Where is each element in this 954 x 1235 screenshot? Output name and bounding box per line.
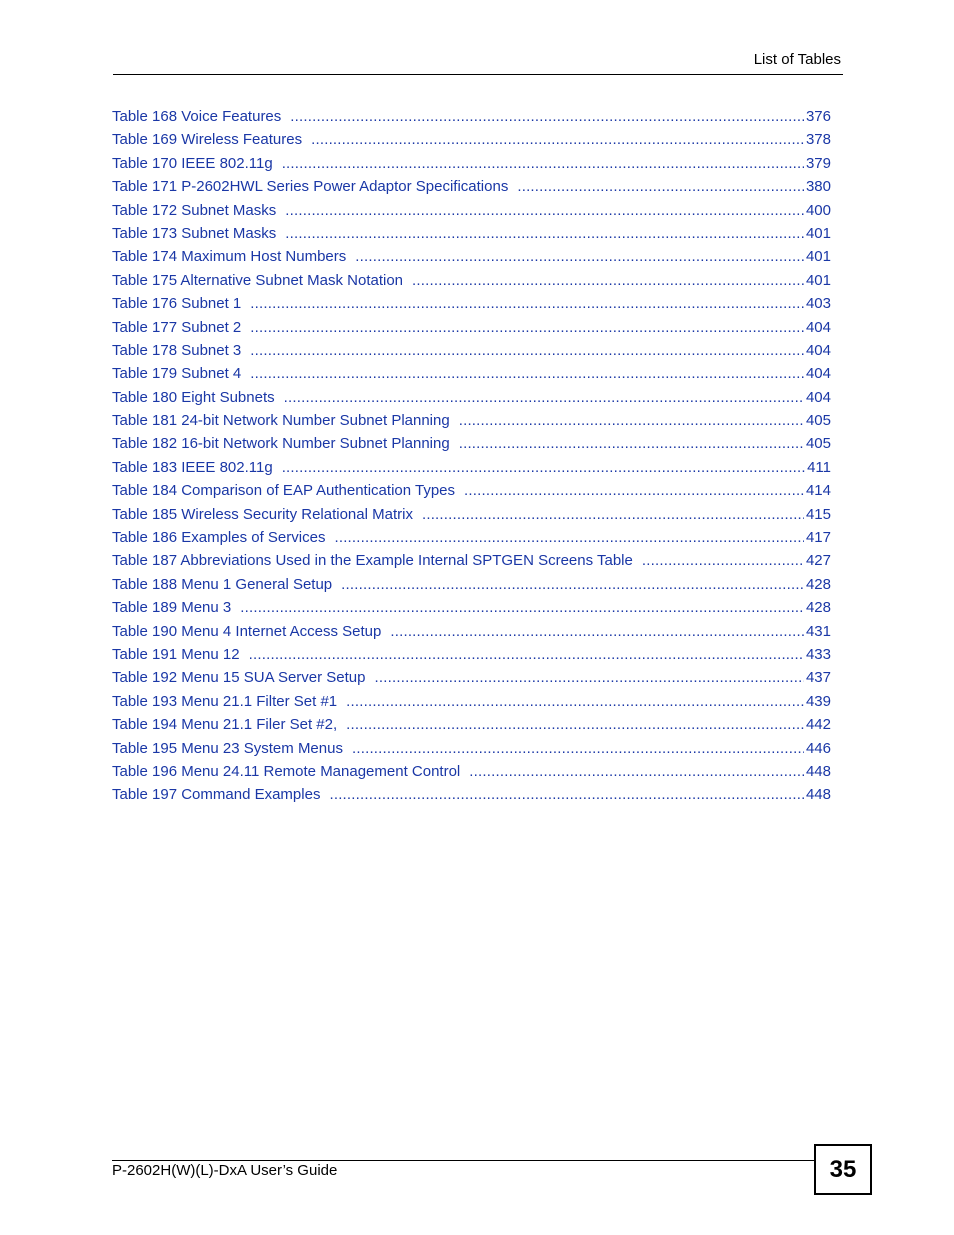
toc-entry-title[interactable]: Table 189 Menu 3 (112, 599, 232, 617)
toc-entry-title[interactable]: Table 176 Subnet 1 (112, 295, 242, 313)
dot-leader (249, 643, 804, 666)
dot-leader (240, 596, 804, 619)
toc-entry[interactable] (112, 760, 831, 783)
toc-entry-title[interactable]: Table 187 Abbreviations Used in the Example Internal SPTGEN Screens Table (112, 552, 633, 570)
toc-entry-title[interactable]: Table 183 IEEE 802.11g (112, 458, 273, 476)
dot-leader (346, 713, 804, 736)
toc-entry-page[interactable]: 379 (805, 154, 831, 172)
toc-entry-title[interactable]: Table 178 Subnet 3 (112, 341, 242, 359)
toc-entry[interactable] (112, 339, 831, 362)
toc-entry-page[interactable]: 415 (805, 505, 831, 523)
dot-leader (390, 620, 804, 643)
toc-entry-title[interactable]: Table 173 Subnet Masks (112, 224, 277, 242)
dot-leader (334, 526, 804, 549)
dot-leader (375, 666, 804, 689)
toc-entry[interactable] (112, 503, 831, 526)
dot-leader (250, 339, 804, 362)
toc-entry-title[interactable]: Table 185 Wireless Security Relational Matrix (112, 505, 413, 523)
toc-entry-title[interactable]: Table 196 Menu 24.11 Remote Management Control (112, 762, 461, 780)
toc-entry[interactable] (112, 690, 831, 713)
dot-leader (311, 128, 804, 151)
toc-entry[interactable] (112, 479, 831, 502)
dot-leader (329, 783, 804, 806)
toc-entry-page[interactable]: 433 (805, 645, 831, 663)
toc-entry-page[interactable]: 427 (805, 552, 831, 570)
toc-entry-title[interactable]: Table 191 Menu 12 (112, 645, 240, 663)
toc-entry-title[interactable]: Table 169 Wireless Features (112, 131, 303, 149)
toc-entry[interactable] (112, 175, 831, 198)
dot-leader (341, 573, 804, 596)
toc-entry-page[interactable]: 446 (805, 739, 831, 757)
dot-leader (346, 690, 804, 713)
toc-entry-page[interactable]: 401 (805, 248, 831, 266)
page-header (113, 50, 843, 75)
dot-leader (282, 152, 804, 175)
toc-entry-page[interactable]: 380 (805, 178, 831, 196)
toc-entry-page[interactable]: 439 (805, 692, 831, 710)
toc-entry-page[interactable]: 428 (805, 599, 831, 617)
toc-entry[interactable] (112, 666, 831, 689)
dot-leader (285, 222, 804, 245)
toc-entry-title[interactable]: Table 197 Command Examples (112, 786, 321, 804)
page-footer (112, 1160, 814, 1179)
toc-entry-page[interactable]: 403 (805, 295, 831, 313)
toc-entry-page[interactable]: 404 (805, 388, 831, 406)
toc-entry-page[interactable]: 431 (805, 622, 831, 640)
toc-entry[interactable] (112, 292, 831, 315)
toc-entry-title[interactable]: Table 174 Maximum Host Numbers (112, 248, 347, 266)
toc-entry-page[interactable]: 400 (805, 201, 831, 219)
toc-entry-page[interactable]: 442 (805, 716, 831, 734)
dot-leader (290, 105, 804, 128)
toc-entry[interactable] (112, 573, 831, 596)
dot-leader (464, 479, 804, 502)
toc-entry-page[interactable]: 414 (805, 482, 831, 500)
toc-entry-page[interactable]: 404 (805, 318, 831, 336)
dot-leader (284, 386, 804, 409)
toc-entry-page[interactable]: 428 (805, 575, 831, 593)
toc-entry[interactable] (112, 152, 831, 175)
toc-entry[interactable] (112, 316, 831, 339)
toc-entry[interactable] (112, 362, 831, 385)
page-number: 35 (814, 1144, 872, 1195)
toc-entry-title[interactable]: Table 193 Menu 21.1 Filter Set #1 (112, 692, 338, 710)
toc-entry[interactable] (112, 432, 831, 455)
toc-entry[interactable] (112, 269, 831, 292)
list-of-tables (112, 105, 831, 807)
dot-leader (250, 316, 804, 339)
toc-entry-page[interactable]: 437 (805, 669, 831, 687)
toc-entry[interactable] (112, 596, 831, 619)
toc-entry-page[interactable]: 411 (807, 458, 831, 476)
dot-leader (285, 199, 804, 222)
toc-entry-title[interactable]: Table 175 Alternative Subnet Mask Notation (112, 271, 404, 289)
toc-entry-page[interactable]: 405 (805, 435, 831, 453)
toc-entry-title[interactable]: Table 179 Subnet 4 (112, 365, 242, 383)
toc-entry-title[interactable]: Table 171 P-2602HWL Series Power Adaptor Specifications (112, 178, 509, 196)
dot-leader (517, 175, 804, 198)
toc-entry-title[interactable]: Table 188 Menu 1 General Setup (112, 575, 333, 593)
dot-leader (282, 456, 805, 479)
toc-entry-title[interactable]: Table 181 24-bit Network Number Subnet Planning (112, 412, 450, 430)
toc-entry-page[interactable]: 404 (805, 365, 831, 383)
toc-entry[interactable] (112, 713, 831, 736)
dot-leader (352, 737, 804, 760)
toc-entry-page[interactable]: 378 (805, 131, 831, 149)
dot-leader (422, 503, 804, 526)
toc-entry-title[interactable]: Table 172 Subnet Masks (112, 201, 277, 219)
dot-leader (412, 269, 804, 292)
toc-entry-title[interactable]: Table 186 Examples of Services (112, 529, 326, 547)
guide-name: P-2602H(W)(L)-DxA User’s Guide (112, 1162, 338, 1179)
toc-entry-page[interactable]: 405 (805, 412, 831, 430)
dot-leader (469, 760, 804, 783)
toc-entry-title[interactable]: Table 177 Subnet 2 (112, 318, 242, 336)
toc-entry-title[interactable]: Table 170 IEEE 802.11g (112, 154, 273, 172)
toc-entry-title[interactable]: Table 192 Menu 15 SUA Server Setup (112, 669, 366, 687)
dot-leader (250, 362, 804, 385)
dot-leader (459, 432, 804, 455)
toc-entry[interactable] (112, 128, 831, 151)
toc-entry[interactable] (112, 199, 831, 222)
toc-entry[interactable] (112, 737, 831, 760)
toc-entry[interactable] (112, 456, 831, 479)
toc-entry-page[interactable]: 448 (805, 762, 831, 780)
toc-entry-page[interactable]: 448 (805, 786, 831, 804)
toc-entry[interactable] (112, 643, 831, 666)
toc-entry[interactable] (112, 620, 831, 643)
toc-entry[interactable] (112, 549, 831, 572)
toc-entry[interactable] (112, 105, 831, 128)
dot-leader (642, 549, 804, 572)
toc-entry-page[interactable]: 401 (805, 224, 831, 242)
toc-entry-page[interactable]: 376 (805, 108, 831, 125)
toc-entry-title[interactable]: Table 194 Menu 21.1 Filer Set #2, (112, 716, 338, 734)
toc-entry-title[interactable]: Table 184 Comparison of EAP Authentication Types (112, 482, 456, 500)
dot-leader (459, 409, 804, 432)
toc-entry[interactable] (112, 245, 831, 268)
toc-entry-title[interactable]: Table 180 Eight Subnets (112, 388, 275, 406)
toc-entry-page[interactable]: 404 (805, 341, 831, 359)
toc-entry[interactable] (112, 783, 831, 806)
dot-leader (355, 245, 804, 268)
toc-entry-title[interactable]: Table 195 Menu 23 System Menus (112, 739, 343, 757)
dot-leader (250, 292, 804, 315)
toc-entry[interactable] (112, 526, 831, 549)
toc-entry[interactable] (112, 386, 831, 409)
toc-entry-title[interactable]: Table 190 Menu 4 Internet Access Setup (112, 622, 382, 640)
section-title: List of Tables (753, 51, 841, 68)
toc-entry-title[interactable]: Table 182 16-bit Network Number Subnet Planning (112, 435, 450, 453)
toc-entry[interactable] (112, 222, 831, 245)
toc-entry-page[interactable]: 417 (805, 529, 831, 547)
toc-entry-title[interactable]: Table 168 Voice Features (112, 108, 282, 125)
toc-entry-page[interactable]: 401 (805, 271, 831, 289)
toc-entry[interactable] (112, 409, 831, 432)
